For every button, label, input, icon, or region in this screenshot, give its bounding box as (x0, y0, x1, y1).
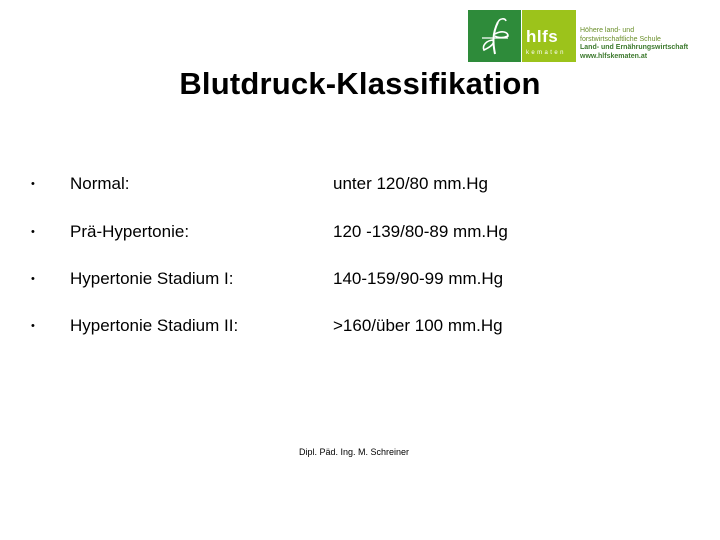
list-item (0, 269, 720, 293)
item-label: Prä-Hypertonie: (70, 222, 190, 241)
bullet: • (31, 226, 35, 238)
logo-mark-sub: kematen (526, 50, 566, 56)
logo-dark-block (468, 10, 521, 62)
item-value: >160/über 100 mm.Hg (333, 316, 503, 335)
item-label: Hypertonie Stadium II: (70, 316, 239, 335)
item-value: unter 120/80 mm.Hg (333, 174, 488, 193)
logo-line-2: forstwirtschaftliche Schule (580, 35, 661, 43)
item-label: Hypertonie Stadium I: (70, 269, 234, 288)
list-item (0, 222, 720, 246)
author-footer: Dipl. Päd. Ing. M. Schreiner (299, 447, 410, 457)
logo-mark: hlfs (526, 27, 559, 46)
logo-text (580, 27, 688, 61)
item-value: 120 -139/80-89 mm.Hg (333, 222, 508, 241)
item-label: Normal: (70, 174, 130, 193)
plant-icon (478, 16, 512, 56)
bullet: • (31, 178, 35, 190)
logo-line-1: Höhere land- und (580, 27, 635, 34)
list-item (0, 174, 720, 198)
bullet: • (31, 320, 35, 332)
item-value: 140-159/90-99 mm.Hg (333, 269, 504, 288)
bullet: • (31, 273, 35, 285)
list-item (0, 316, 720, 340)
logo-line-3: Land- und Ernährungswirtschaft (580, 44, 689, 51)
slide-title: Blutdruck-Klassifikation (179, 66, 541, 101)
logo-line-4: www.hlfskematen.at (580, 52, 648, 60)
school-logo (468, 10, 710, 62)
